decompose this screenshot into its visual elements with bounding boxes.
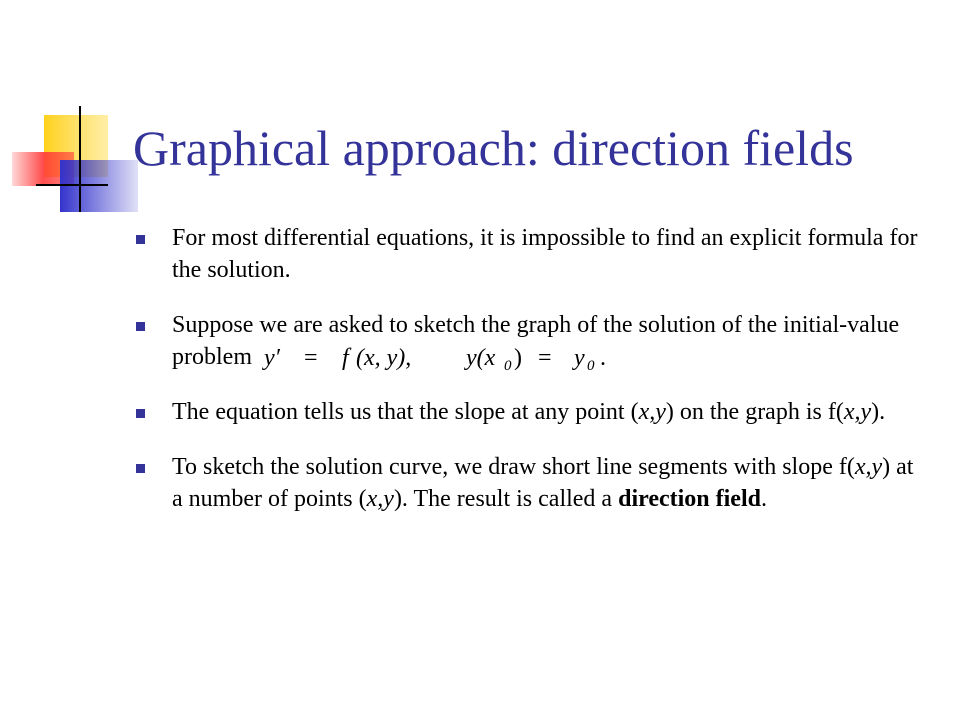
bullet-square-icon: [136, 464, 145, 473]
bullet-text-part: ) at a number of points (: [172, 454, 914, 512]
bullet-text-part: ). The result is called a: [393, 486, 619, 512]
bullet-text-part: The equation tells us that the slope at any point (: [172, 399, 639, 425]
eq-f: f: [341, 345, 349, 371]
bullet-square-icon: [136, 409, 145, 418]
bullet-text-part: To sketch the solution curve, we draw short line segments with slope f(: [172, 454, 855, 480]
bullet-text-italic: x,y: [843, 399, 872, 425]
bullet-item: [136, 222, 926, 286]
bullet-text: Suppose we are asked to sketch the graph of the solution of the initial-value problem: [172, 312, 900, 370]
eq-equals2: =: [537, 345, 552, 371]
eq-equals1: =: [303, 345, 318, 371]
bullet-item: [136, 309, 926, 373]
bullet-square-icon: [136, 235, 145, 244]
bullet-text-italic: x,y: [854, 454, 883, 480]
bullet-text-italic: x,y: [638, 399, 666, 425]
eq-rhs2: y: [573, 345, 585, 371]
bullet-square-icon: [136, 322, 145, 331]
bullet-text-part: ) on the graph is f(: [665, 399, 844, 425]
slide-title: Graphical approach: direction fields: [133, 120, 854, 176]
bullet-item: [136, 396, 926, 428]
eq-rhs2-subscript: 0: [586, 358, 595, 373]
initial-value-equation: [260, 341, 636, 373]
eq-lhs1: y′: [263, 345, 280, 371]
bullet-text-italic: x,y: [366, 486, 394, 512]
eq-lhs2-close: ): [513, 345, 522, 371]
bullet-text-part: ).: [871, 399, 886, 425]
bullet-text-bold: direction field: [618, 486, 761, 512]
eq-lhs2: y(x: [465, 345, 496, 371]
bullet-list: [136, 222, 926, 538]
bullet-item: [136, 451, 926, 515]
bullet-text: For most differential equations, it is impossible to find an explicit formula for the solution.: [172, 225, 918, 283]
bullet-text-part: .: [760, 486, 767, 512]
corner-decoration: [0, 0, 140, 230]
eq-period: .: [599, 345, 606, 371]
eq-lhs2-subscript: 0: [503, 358, 512, 373]
eq-args: (x, y),: [355, 345, 412, 371]
